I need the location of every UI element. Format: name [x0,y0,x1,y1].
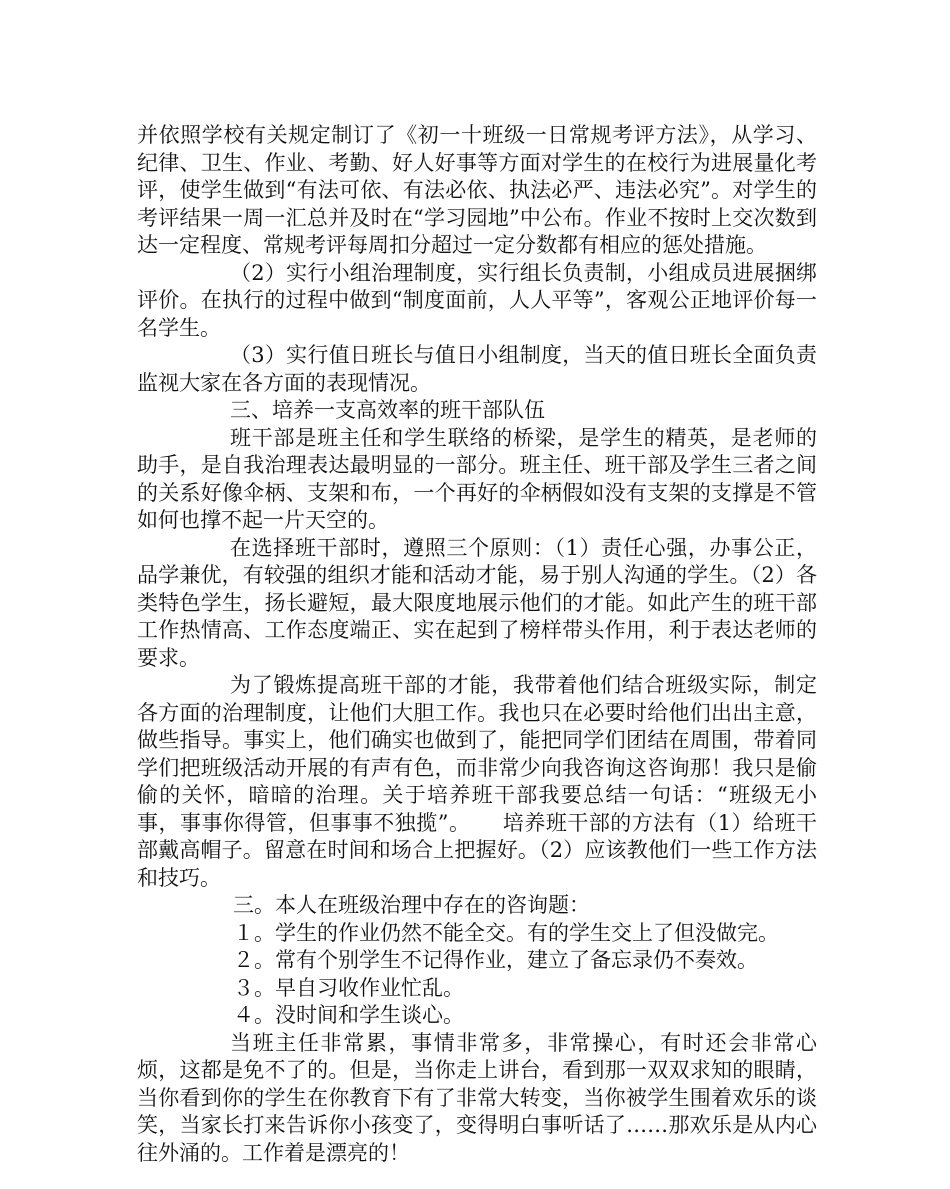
paragraph-evaluation-rules: 并依照学校有关规定制订了《初一十班级一日常规考评方法》，从学习、纪律、卫生、作业、考勤、好人好事等方面对学生的在校行为进展量化考评，使学生做到“有法可依、有法必依、执法必严、违法必究”。对学生的考评结果一周一汇总并及时在“学习园地”中公布。作业不按时上交次数到达一定程度、常规考评每周扣分超过一定分数都有相应的惩处措施。 [137,123,817,257]
paragraph-group-management: （2）实行小组治理制度，实行组长负责制，小组成员进展捆绑评价。在执行的过程中做到“制度面前，人人平等”，客观公正地评价每一名学生。 [137,260,817,340]
problem-item-1: １。学生的作业仍然不能全交。有的学生交上了但没做完。 [233,920,779,945]
document-page [137,122,817,1167]
section-heading-problems: 三。本人在班级治理中存在的咨询题： [233,893,590,917]
section-heading-class-cadres: 三、培养一支高效率的班干部队伍 [230,398,545,422]
problem-item-3: ３。早自习收作业忙乱。 [233,975,464,1000]
paragraph-cadre-training: 为了锻炼提高班干部的才能，我带着他们结合班级实际，制定各方面的治理制度，让他们大胆工作。我也只在必要时给他们出出主意，做些指导。事实上，他们确实也做到了，能把同学们团结在周围，带着同学们把班级活动开展的有声有色，而非常少向我咨询这咨询那！我只是偷偷的关怀，暗暗的治理。关于培养班干部我要总结一句话：“班级无小事，事事你得管，但事事不独揽”。 培养班干部的方法有（1）给班干部戴高帽子。留意在时间和场合上把握好。（2）应该教他们一些工作方法和技巧。 [137,673,817,890]
paragraph-closing-reflection: 当班主任非常累，事情非常多，非常操心，有时还会非常心烦，这都是免不了的。但是，当你走上讲台，看到那一双双求知的眼睛，当你看到你的学生在你教育下有了非常大转变，当你被学生围着欢乐的谈笑，当家长打来告诉你小孩变了，变得明白事听话了……那欢乐是从内心往外涌的。工作着是漂亮的！ [137,1030,817,1165]
paragraph-duty-monitor: （3）实行值日班长与值日小组制度，当天的值日班长全面负责监视大家在各方面的表现情况。 [137,343,817,395]
problem-item-2: ２。常有个别学生不记得作业，建立了备忘录仍不奏效。 [233,948,758,972]
problem-item-4: ４。没时间和学生谈心。 [233,1003,464,1027]
paragraph-cadre-selection: 在选择班干部时，遵照三个原则：（1）责任心强，办事公正，品学兼优，有较强的组织才能和活动才能，易于别人沟通的学生。（2）各类特色学生，扬长避短，最大限度地展示他们的才能。如此产生的班干部工作热情高、工作态度端正、实在起到了榜样带头作用，利于表达老师的要求。 [137,535,817,670]
paragraph-cadre-role: 班干部是班主任和学生联络的桥梁，是学生的精英，是老师的助手，是自我治理表达最明显的一部分。班主任、班干部及学生三者之间的关系好像伞柄、支架和布，一个再好的伞柄假如没有支架的支撑是不管如何也撑不起一片天空的。 [137,425,817,532]
